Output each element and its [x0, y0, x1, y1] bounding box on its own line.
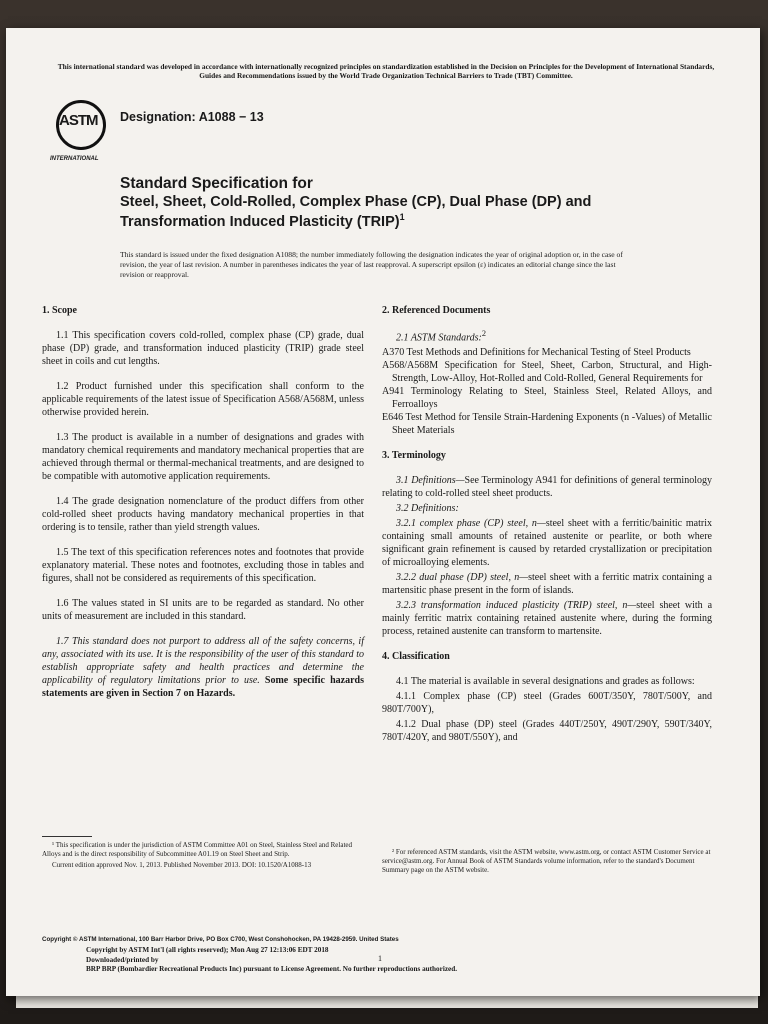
- title-footnote-mark: 1: [399, 211, 405, 222]
- ref-a370: A370 Test Methods and Definitions for Mechanical Testing of Steel Products: [382, 347, 691, 359]
- footnote-rule: [42, 836, 92, 837]
- para-3-2-2-lead: 3.2.2 dual phase (DP) steel, n—: [396, 572, 529, 584]
- para-4-1-2: 4.1.2 Dual phase (DP) steel (Grades 440T/250Y, 490T/290Y, 590T/340Y, 780T/420Y, and 980T/550Y), and: [382, 719, 712, 744]
- para-4-1-1: 4.1.1 Complex phase (CP) steel (Grades 600T/350Y, 780T/500Y, and 980T/700Y),: [382, 691, 712, 716]
- title-text: Steel, Sheet, Cold-Rolled, Complex Phase (CP), Dual Phase (DP) and Transformation Induced Plasticity (TRIP): [120, 194, 592, 230]
- header-note: This international standard was developed in accordance with internationally recognized principles on standardization established in the Decision on Principles for the Development of International Standards, Guides and Recommendations issued by the World Trade Organization Technical Barriers to Trade (TBT) Committee.: [57, 62, 715, 81]
- refs-heading: 2. Referenced Documents: [382, 305, 491, 316]
- ref-e646: E646 Test Method for Tensile Strain-Hardening Exponents (n -Values) of Metallic Sheet Materials: [382, 412, 712, 437]
- page-title: [120, 174, 650, 230]
- terminology-heading: 3. Terminology: [382, 450, 446, 462]
- para-1-7-italic: 1.7 This standard does not purport to address all of the safety concerns, if any, associated with its use. It is the responsibility of the user of this standard to establish appropriate safety and health practices and determine the applicability of regulatory limitations prior to use.: [42, 636, 364, 686]
- license-line3: BRP BRP (Bombardier Recreational Products Inc) pursuant to License Agreement. No further reproductions authorized.: [86, 965, 458, 974]
- footnote-1-a: ¹ This specification is under the jurisdiction of ASTM Committee A01 on Steel, Stainless Steel and Related Alloys and is the direct responsibility of Subcommittee A01.19 on Steel Sheet and Strip.: [42, 841, 353, 859]
- ref-a568: A568/A568M Specification for Steel, Sheet, Carbon, Structural, and High-Strength, Low-Alloy, Hot-Rolled and Cold-Rolled, General Requirements for: [382, 360, 712, 385]
- para-3-1: [382, 474, 712, 500]
- astm-logo: [50, 96, 112, 178]
- para-3-2-1-lead: 3.2.1 complex phase (CP) steel, n—: [396, 518, 546, 530]
- para-3-2-1-text: steel sheet with a ferritic/bainitic matrix containing small amounts of retained austenite or pearlite, or both where significant grain refinement is caused by retarded crystallization or precipitation of microalloying elements.: [382, 518, 712, 569]
- para-1-4: 1.4 The grade designation nomenclature of the product differs from other cold-rolled sheet products having mandatory mechanical properties in that ordering is to tensile, rather than yield strength values.: [42, 496, 364, 533]
- left-column: [42, 304, 364, 712]
- page-number: 1: [378, 954, 382, 963]
- para-1-3: 1.3 The product is available in a number of designations and grades with mandatory chemical requirements and mandatory mechanical properties that are achieved through thermal or thermal-mechanical treatments, and are designed to be compatible with automotive application requirements.: [42, 432, 364, 482]
- license-line1: Copyright by ASTM Int'l (all rights reserved); Mon Aug 27 12:13:06 EDT 2018: [86, 946, 329, 954]
- logo-letters: ASTM: [59, 112, 98, 129]
- document-page: [6, 28, 760, 996]
- scope-heading: 1. Scope: [42, 305, 77, 316]
- para-1-6: 1.6 The values stated in SI units are to be regarded as standard. No other units of measurement are included in this standard.: [42, 598, 364, 622]
- footnote-1-b: Current edition approved Nov. 1, 2013. Published November 2013. DOI: 10.1520/A1088-13: [52, 861, 312, 870]
- para-4-1: 4.1 The material is available in several designations and grades as follows:: [396, 676, 695, 688]
- license-notice: [86, 946, 606, 975]
- para-3-1-text: See Terminology A941 for definitions of general terminology relating to cold-rolled steel sheet products.: [382, 475, 712, 500]
- footnote-2-text: ² For referenced ASTM standards, visit the ASTM website, www.astm.org, or contact ASTM Customer Service at service@astm.org. For Annual Book of ASTM Standards volume information, refer to the standard's Document Summary page on the ASTM website.: [382, 848, 711, 875]
- copyright-line: Copyright © ASTM International, 100 Barr Harbor Drive, PO Box C700, West Conshohocken, PA 19428-2959. United States: [42, 936, 399, 943]
- right-column: [382, 304, 712, 746]
- title-line1: Standard Specification for: [120, 175, 313, 192]
- footnote-2: [382, 848, 712, 877]
- para-3-2-3: [382, 599, 712, 638]
- ref-a941: A941 Terminology Relating to Steel, Stainless Steel, Related Alloys, and Ferroalloys: [382, 386, 712, 411]
- para-1-2: 1.2 Product furnished under this specification shall conform to the applicable requirements of the latest issue of Specification A568/A568M, unless otherwise provided herein.: [42, 381, 364, 418]
- para-2-1-sup: 2: [481, 329, 487, 338]
- para-3-2: 3.2 Definitions:: [396, 503, 459, 515]
- para-1-7-bold: Some specific hazards statements are given in Section 7 on Hazards.: [42, 675, 364, 699]
- para-3-2-2-text: steel sheet with a ferritic matrix containing a martensitic phase present in the form of islands.: [382, 572, 712, 597]
- para-1-7: [42, 635, 364, 700]
- para-3-1-lead: 3.1 Definitions—: [396, 475, 465, 487]
- para-1-5: 1.5 The text of this specification references notes and footnotes that provide explanatory material. These notes and footnotes, excluding those in tables and figures, shall not be considered as requirements of this specification.: [42, 547, 364, 584]
- para-3-2-1: [382, 517, 712, 569]
- logo-international: INTERNATIONAL: [50, 156, 99, 162]
- para-1-1: 1.1 This specification covers cold-rolled, complex phase (CP) grade, dual phase (DP) grade, and transformation induced plasticity (TRIP) grade steel sheet in coils and cut lengths.: [42, 330, 364, 367]
- intro-note: This standard is issued under the fixed designation A1088; the number immediately following the designation indicates the year of original adoption or, in the case of revision, the year of last revision. A number in parentheses indicates the year of last reapproval. A superscript epsilon (ε) indicates an editorial change since the last revision or reapproval.: [120, 250, 623, 279]
- license-line2: Downloaded/printed by: [86, 955, 159, 964]
- para-2-1: [382, 329, 712, 344]
- footnote-1: [42, 836, 364, 872]
- para-2-1-text: 2.1 ASTM Standards:: [396, 332, 482, 344]
- para-3-2-3-text: steel sheet with a mainly ferritic matrix containing retained austenite where, during the forming process, retained austenite can transform to martensite.: [382, 600, 713, 638]
- classification-heading: 4. Classification: [382, 651, 450, 663]
- para-3-2-3-lead: 3.2.3 transformation induced plasticity (TRIP) steel, n—: [396, 600, 637, 612]
- title-line2: [120, 193, 650, 230]
- designation: Designation: A1088 − 13: [120, 110, 264, 124]
- para-3-2-2: [382, 571, 712, 597]
